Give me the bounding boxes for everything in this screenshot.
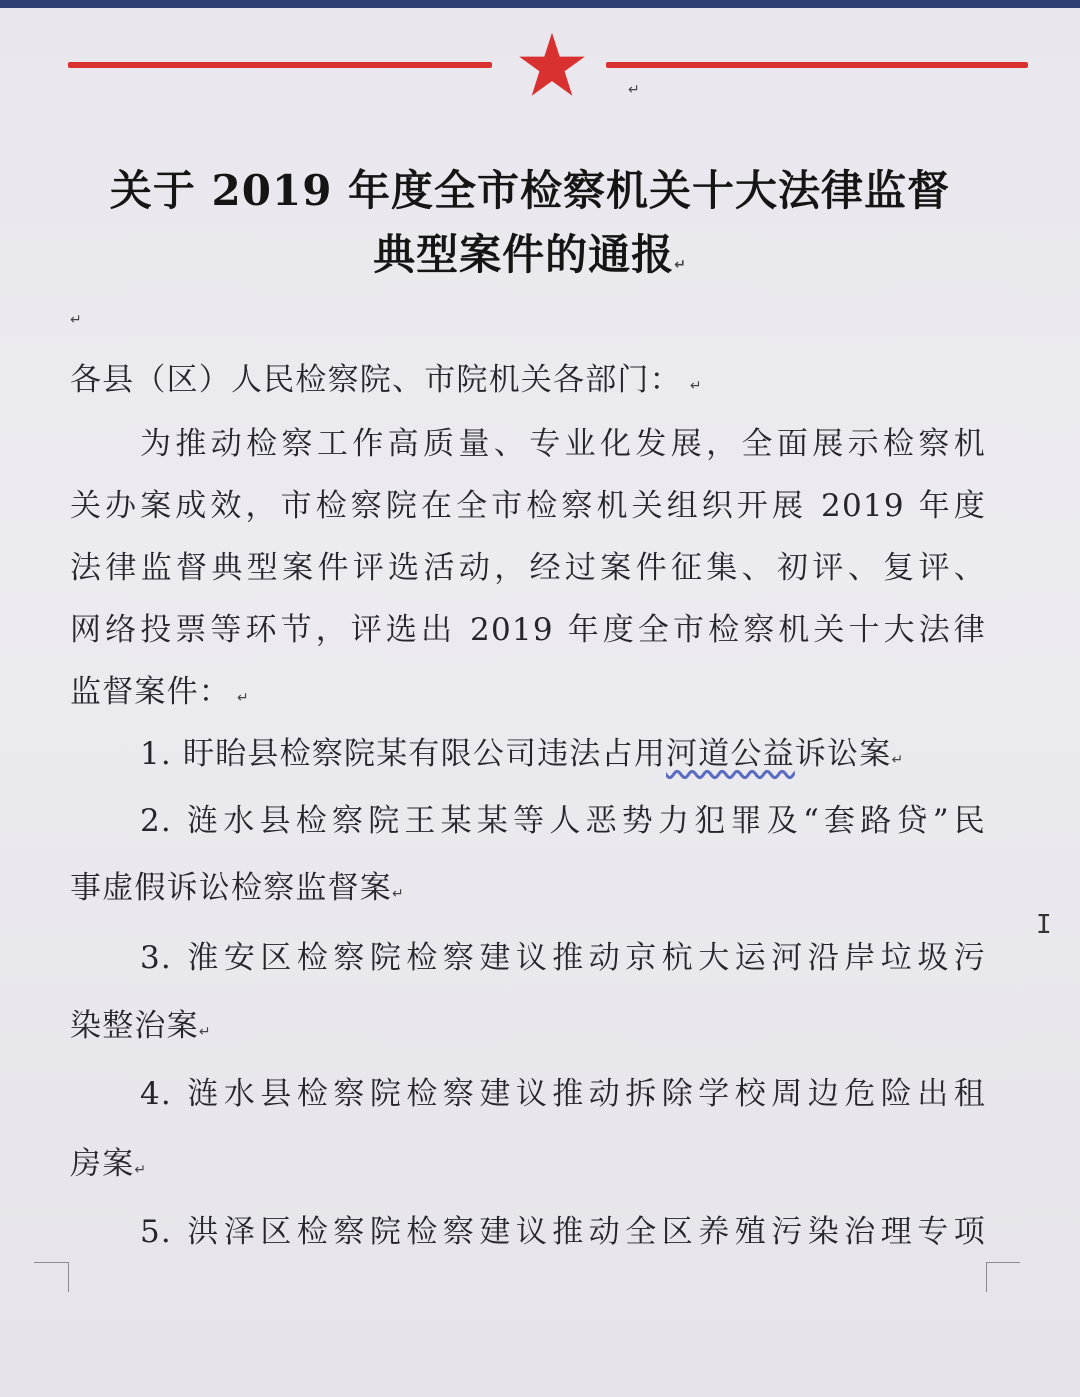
paragraph-mark-icon: ↵ <box>70 312 82 328</box>
list-item-2-line-2-text: 事虚假诉讼检察监督案 <box>70 870 392 906</box>
list-item-4-line-2 <box>70 1138 986 1183</box>
list-item-2-line-2 <box>70 862 986 907</box>
salutation <box>70 354 986 399</box>
list-item-3-line-2-text: 染整治案 <box>70 1008 199 1044</box>
list-item-2-line-1: 2. 涟水县检察院王某某等人恶势力犯罪及“套路贷”民 <box>140 803 986 839</box>
text-cursor-icon: I <box>1036 910 1052 940</box>
paragraph-mark-icon: ↵ <box>689 378 703 394</box>
list-item-5-line-1: 5. 洪泽区检察院检察建议推动全区养殖污染治理专项 <box>140 1214 986 1250</box>
intro-line-3: 法律监督典型案件评选活动，经过案件征集、初评、复评、 <box>70 550 986 586</box>
list-item-1 <box>140 728 986 773</box>
list-item-3-line-2 <box>70 1000 986 1045</box>
header-red-rule-right <box>606 62 1028 68</box>
red-star-icon <box>516 30 588 100</box>
list-item-1-text-start: 1. 盱眙县检察院某有限公司违法占用 <box>140 736 667 772</box>
window-top-edge <box>0 0 1080 8</box>
paragraph-mark-icon: ↵ <box>134 1162 148 1178</box>
intro-line-1: 为推动检察工作高质量、专业化发展，全面展示检察机 <box>140 426 986 462</box>
document-title-line-2 <box>60 222 1000 282</box>
paragraph-mark-icon: ↵ <box>237 690 250 706</box>
list-item-1-text-end: 诉讼案 <box>794 736 892 772</box>
intro-line-5 <box>70 666 986 711</box>
list-item-3-line-1: 3. 淮安区检察院检察建议推动京杭大运河沿岸垃圾污 <box>140 940 986 976</box>
intro-line-5-text: 监督案件： <box>70 674 231 710</box>
list-item-4-line-2-text: 房案 <box>70 1146 135 1182</box>
paragraph-mark-icon: ↵ <box>628 82 640 98</box>
document-title-line-1: 关于 2019 年度全市检察机关十大法律监督 <box>109 166 951 215</box>
paragraph-mark-icon: ↵ <box>674 257 687 273</box>
paragraph-mark-icon: ↵ <box>392 886 405 902</box>
list-item-4-line-1: 4. 涟水县检察院检察建议推动拆除学校周边危险出租 <box>140 1076 986 1112</box>
list-item-1-text <box>140 736 891 772</box>
header-red-rule-left <box>68 62 492 68</box>
page-corner-mark-left-h <box>34 1262 68 1297</box>
intro-line-4: 网络投票等环节，评选出 2019 年度全市检察机关十大法律 <box>70 612 986 648</box>
salutation-text: 各县（区）人民检察院、市院机关各部门： <box>70 362 682 398</box>
title-line-2-text: 典型案件的通报 <box>373 230 675 279</box>
spellcheck-underlined-text: 河道公益 <box>666 736 795 772</box>
paragraph-mark-icon: ↵ <box>198 1024 212 1040</box>
intro-line-2: 关办案成效，市检察院在全市检察机关组织开展 2019 年度 <box>70 488 986 524</box>
page-corner-mark-right-h <box>986 1262 1020 1297</box>
paragraph-mark-icon: ↵ <box>891 752 905 768</box>
